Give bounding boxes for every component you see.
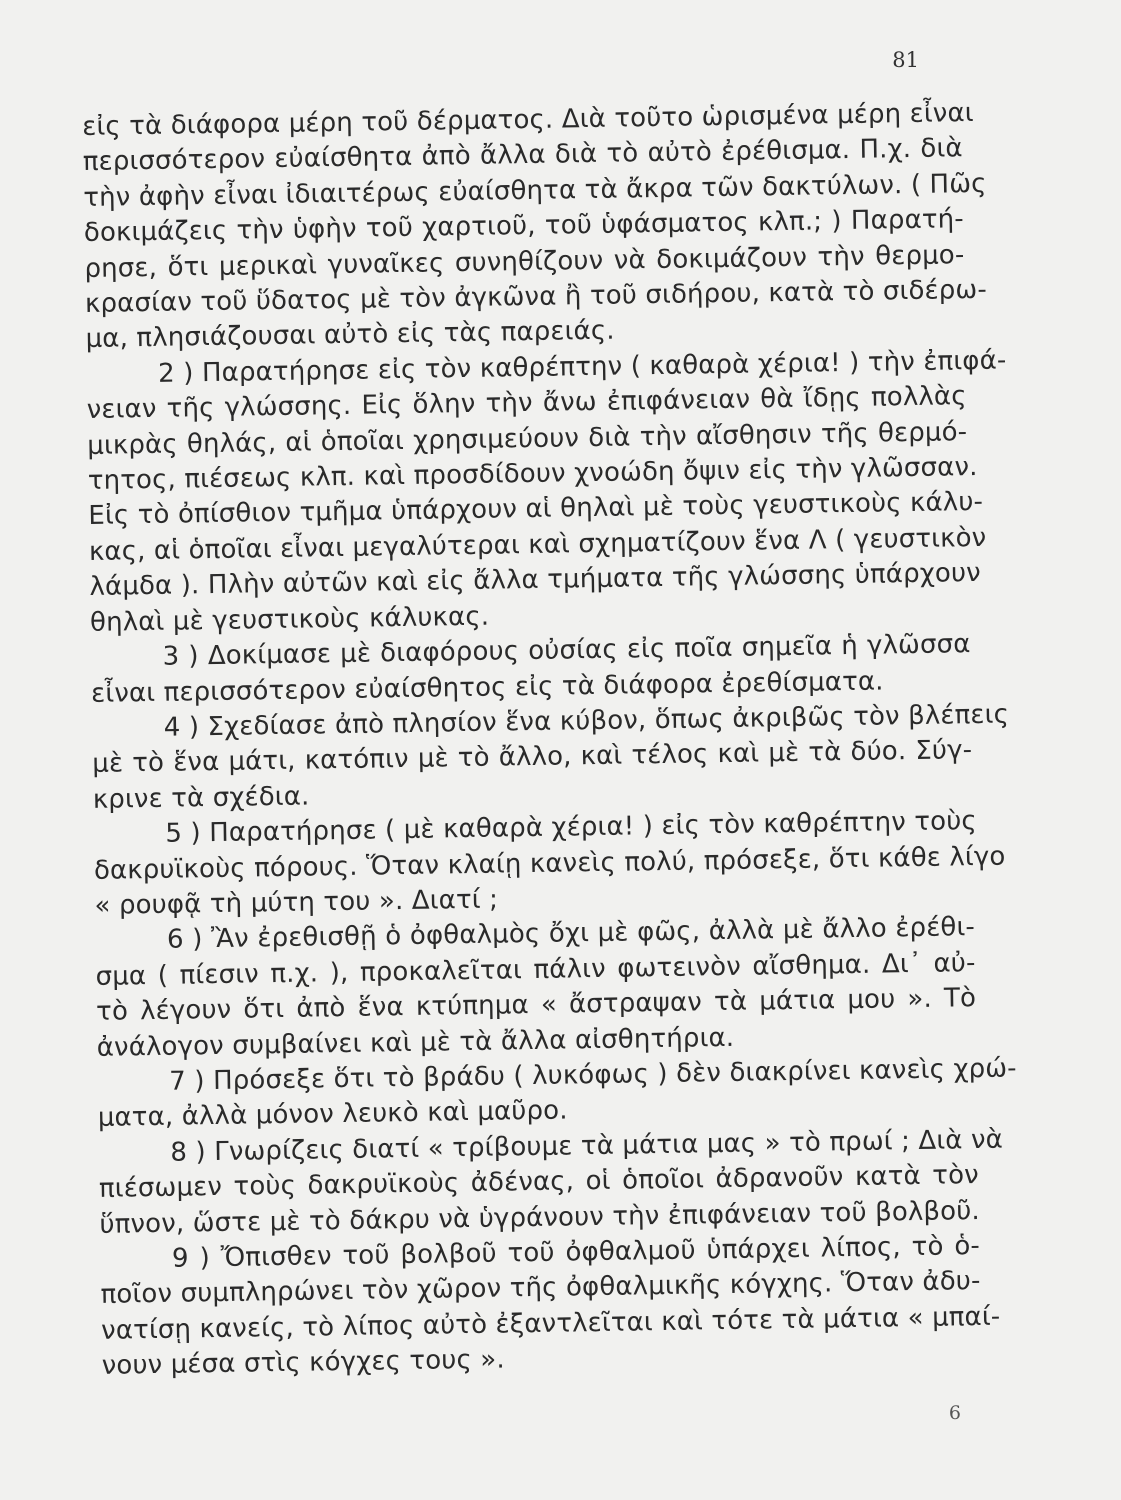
text-line: δακρυϊκοὺς πόρους. Ὅταν κλαίῃ κανεὶς πολύ, πρόσεξε, ὅτι κάθε λίγο — [93, 841, 1006, 886]
text-line: « ρουφᾷ τὴ μύτη του ». Διατί ; — [94, 884, 499, 921]
text-line: κρασίαν τοῦ ὕδατος μὲ τὸν ἀγκῶνα ἢ τοῦ σιδήρου, κατὰ τὸ σιδέρω- — [84, 274, 988, 320]
text-line: ὕπνον, ὥστε μὲ τὸ δάκρυ νὰ ὑγράνουν τὴν ἐπιφάνειαν τοῦ βολβοῦ. — [99, 1195, 981, 1240]
text-line: 6 ) Ἂν ἐρεθισθῇ ὁ ὀφθαλμὸς ὄχι μὲ φῶς, ἀλλὰ μὲ ἄλλο ἐρέθι- — [166, 912, 976, 956]
body-text — [82, 96, 1017, 1384]
text-line: μικρὰς θηλάς, αἱ ὁποῖαι χρησιμεύουν διὰ τὴν αἴσθησιν τῆς θερμό- — [87, 416, 968, 461]
text-line: κρινε τὰ σχέδια. — [92, 781, 310, 815]
text-line: νουν μέσα στὶς κόγχες τους ». — [101, 1344, 505, 1382]
text-line: 4 ) Σχεδίασε ἀπὸ πλησίον ἕνα κύβον, ὅπως ἀκριβῶς τὸν βλέπεις — [163, 699, 1010, 743]
text-line: 3 ) Δοκίμασε μὲ διαφόρους οὐσίας εἰς ποῖα σημεῖα ἡ γλῶσσα — [162, 629, 971, 672]
text-line: πιέσωμεν τοὺς δακρυϊκοὺς ἀδένας, οἱ ὁποῖοι ἀδρανοῦν κατὰ τὸν — [98, 1160, 980, 1205]
text-line: ἀνάλογον συμβαίνει καὶ μὲ τὰ ἄλλα αἰσθητήρια. — [96, 1022, 735, 1063]
text-line: ποῖον συμπληρώνει τὸν χῶρον τῆς ὀφθαλμικῆς κόγχης. Ὅταν ἀδυ- — [100, 1266, 981, 1311]
text-line: λάμδα ). Πλὴν αὐτῶν καὶ εἰς ἄλλα τμήματα τῆς γλώσσης ὑπάρχουν — [89, 558, 982, 603]
text-line: 8 ) Γνωρίζεις διατί « τρίβουμε τὰ μάτια μας » τὸ πρωί ; Διὰ νὰ — [170, 1124, 1004, 1168]
text-line: ματα, ἀλλὰ μόνον λευκὸ καὶ μαῦρο. — [97, 1095, 568, 1134]
page-number: 81 — [892, 48, 919, 72]
text-line: ρησε, ὅτι μερικαὶ γυναῖκες συνηθίζουν νὰ δοκιμάζουν τὴν θερμο- — [84, 239, 965, 284]
text-line: σμα ( πίεσιν π.χ. ), προκαλεῖται πάλιν φωτεινὸν αἴσθημα. Δι᾽ αὐ- — [95, 947, 976, 992]
text-line: δοκιμάζεις τὴν ὑφὴν τοῦ χαρτιοῦ, τοῦ ὑφάσματος κλπ.; ) Παρατή- — [83, 204, 965, 249]
text-line: μὲ τὸ ἕνα μάτι, κατόπιν μὲ τὸ ἄλλο, καὶ τέλος καὶ μὲ τὰ δύο. Σύγ- — [92, 735, 973, 780]
text-line: μα, πλησιάζουσαι αὐτὸ εἰς τὰς παρειάς. — [85, 316, 615, 355]
text-line: νατίσῃ κανείς, τὸ λίπος αὐτὸ ἐξαντλεῖται καὶ τότε τὰ μάτια « μπαί- — [100, 1301, 1001, 1346]
text-line: τὸ λέγουν ὅτι ἀπὸ ἕνα κτύπημα « ἄστραψαν τὰ μάτια μου ». Τὸ — [95, 983, 977, 1028]
text-line: εἰς τὰ διάφορα μέρη τοῦ δέρματος. Διὰ τοῦτο ὡρισμένα μέρη εἶναι — [82, 97, 974, 142]
text-line: κας, αἱ ὁποῖαι εἶναι μεγαλύτεραι καὶ σχηματίζουν ἕνα Λ ( γευστικὸν — [88, 522, 987, 567]
text-line: νειαν τῆς γλώσσης. Εἰς ὅλην τὴν ἄνω ἐπιφάνειαν θὰ ἴδῃς πολλὰς — [86, 381, 967, 426]
text-line: τὴν ἀφὴν εἶναι ἰδιαιτέρως εὐαίσθητα τὰ ἄκρα τῶν δακτύλων. ( Πῶς — [83, 168, 987, 213]
text-line: τητος, πιέσεως κλπ. καὶ προσδίδουν χνοώδη ὄψιν εἰς τὴν γλῶσσαν. — [87, 452, 978, 497]
text-line: Εἰς τὸ ὀπίσθιον τμῆμα ὑπάρχουν αἱ θηλαὶ μὲ τοὺς γευστικοὺς κάλυ- — [88, 487, 984, 532]
text-line: 9 ) Ὄπισθεν τοῦ βολβοῦ τοῦ ὀφθαλμοῦ ὑπάρχει λίπος, τὸ ὁ- — [171, 1231, 981, 1274]
text-line: 5 ) Παρατήρησε ( μὲ καθαρὰ χέρια! ) εἰς τὸν καθρέπτην τοὺς — [165, 806, 978, 849]
text-line: θηλαὶ μὲ γευστικοὺς κάλυκας. — [89, 601, 490, 638]
text-line: περισσότερον εὐαίσθητα ἀπὸ ἄλλα διὰ τὸ αὐτὸ ἐρέθισμα. Π.χ. διὰ — [82, 133, 963, 178]
text-line: 2 ) Παρατήρησε εἰς τὸν καθρέπτην ( καθαρὰ χέρια! ) τὴν ἐπιφά- — [157, 345, 1007, 389]
text-line: 7 ) Πρόσεξε ὅτι τὸ βράδυ ( λυκόφως ) δὲν διακρίνει κανεὶς χρώ- — [169, 1053, 1017, 1097]
text-line: εἶναι περισσότερον εὐαίσθητος εἰς τὰ διάφορα ἐρεθίσματα. — [90, 665, 884, 709]
printer-signature-mark: 6 — [948, 1402, 961, 1424]
